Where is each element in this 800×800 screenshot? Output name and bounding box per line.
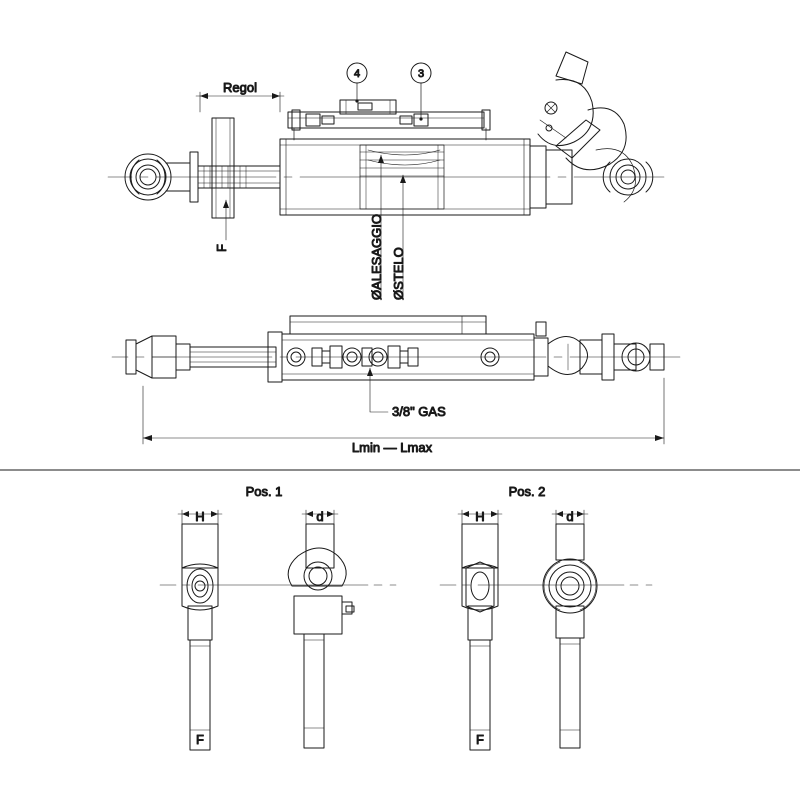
balloon-3-label: 3: [417, 68, 425, 80]
balloon-4-label: 4: [353, 68, 361, 80]
pos2-left-part: [462, 524, 498, 750]
f-label-top: F: [214, 244, 229, 252]
gas-port-leader: [367, 368, 388, 412]
pos1-d-label: d: [316, 509, 324, 524]
side-view-assembly: [112, 316, 680, 455]
pos2-f-label: F: [476, 732, 484, 747]
length-dimension-label: Lmin — Lmax: [351, 440, 433, 455]
regol-dimension: [196, 92, 284, 112]
top-view-assembly: [108, 52, 664, 300]
pos1-detail: [160, 509, 396, 750]
pos2-h-label: H: [475, 509, 485, 524]
regol-label: Regol: [223, 80, 257, 95]
pos1-h-label: H: [195, 509, 205, 524]
gas-port-label: 3/8" GAS: [392, 404, 446, 419]
regol-bracket: [212, 118, 234, 218]
pos1-title: Pos. 1: [245, 484, 283, 499]
stelo-label: ØSTELO: [391, 247, 406, 300]
f-leader-top: [223, 200, 229, 240]
pos1-left-part: [182, 524, 218, 750]
valve-block: [288, 100, 490, 140]
pos2-d-label: d: [566, 509, 574, 524]
pos2-right-part: [543, 524, 597, 748]
right-hook-assembly: [538, 52, 653, 204]
pos2-detail: [440, 509, 652, 750]
pos2-title: Pos. 2: [508, 484, 546, 499]
pos1-right-part: [288, 524, 354, 748]
pos1-f-label: F: [196, 732, 204, 747]
alesaggio-label: ØALESAGGIO: [369, 214, 384, 300]
